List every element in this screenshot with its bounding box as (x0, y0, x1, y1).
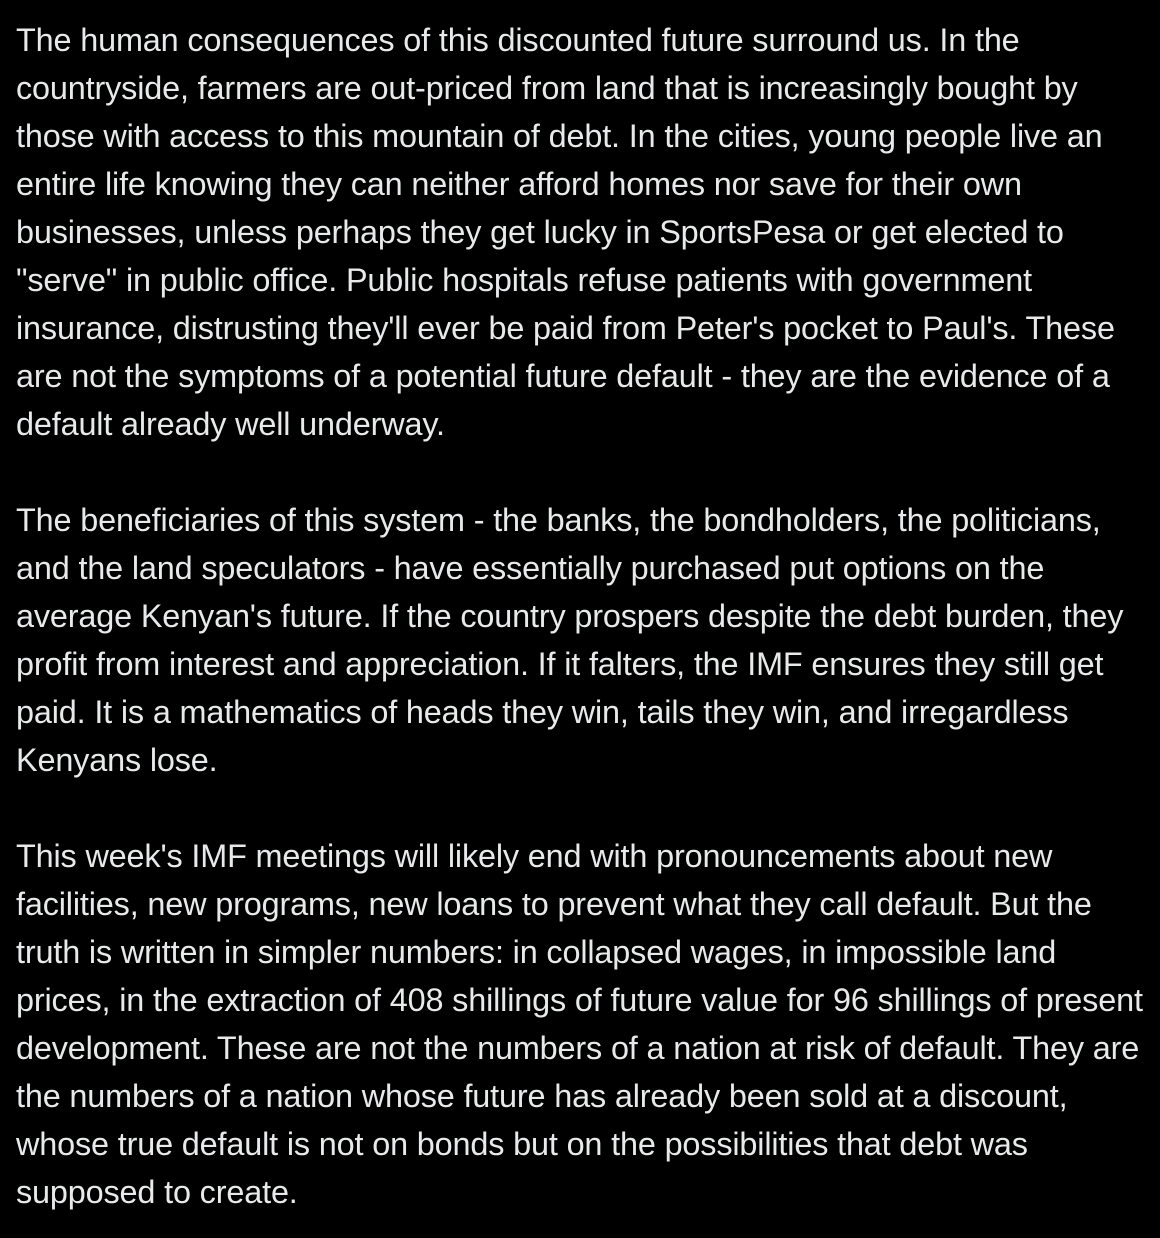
post-text-body (16, 16, 1151, 1216)
paragraph-human-consequences: The human consequences of this discounted future surround us. In the countryside, farmers are out-priced from land that is increasingly bought by those with access to this mountain of debt. In the cities, young people live an entire life knowing they can neither afford homes nor save for their own businesses, unless perhaps they get lucky in SportsPesa or get elected to "serve" in public office. Public hospitals refuse patients with government insurance, distrusting they'll ever be paid from Peter's pocket to Paul's. These are not the symptoms of a potential future default - they are the evidence of a default already well underway. (16, 22, 1115, 442)
paragraph-imf-meetings: This week's IMF meetings will likely end with pronouncements about new facilities, new programs, new loans to prevent what they call default. But the truth is written in simpler numbers: in collapsed wages, in impossible land prices, in the extraction of 408 shillings of future value for 96 shillings of present development. These are not the numbers of a nation at risk of default. They are the numbers of a nation whose future has already been sold at a discount, whose true default is not on bonds but on the possibilities that debt was supposed to create. (16, 838, 1143, 1210)
paragraph-beneficiaries: The beneficiaries of this system - the banks, the bondholders, the politicians, and the land speculators - have essentially purchased put options on the average Kenyan's future. If the country prospers despite the debt burden, they profit from interest and appreciation. If it falters, the IMF ensures they still get paid. It is a mathematics of heads they win, tails they win, and irregardless Kenyans lose. (16, 502, 1124, 778)
